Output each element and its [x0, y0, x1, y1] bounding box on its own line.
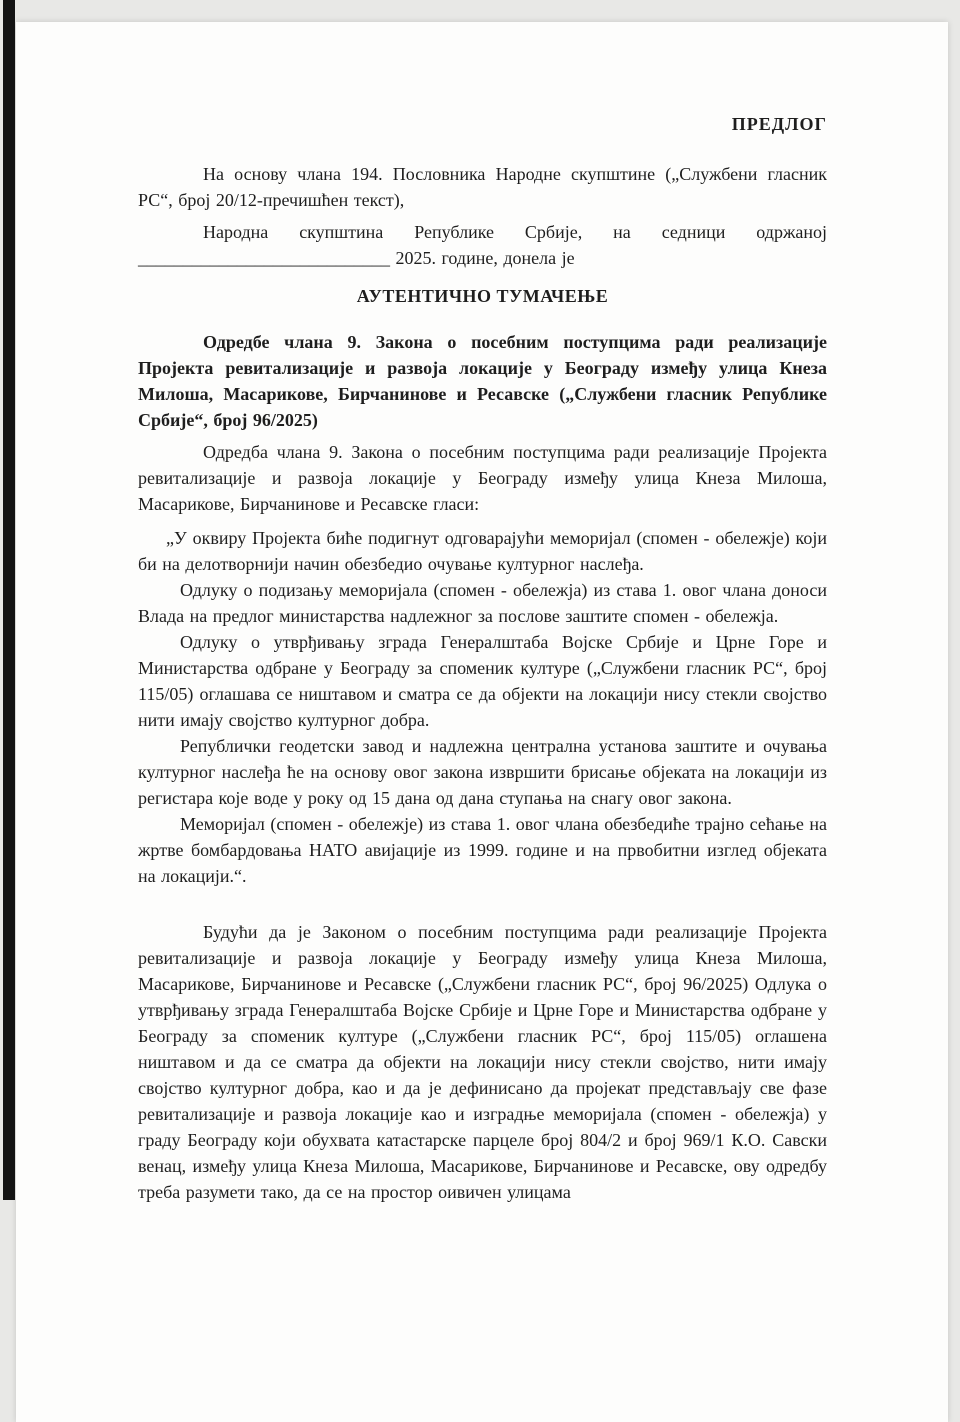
quoted-provision-paragraph: „У оквиру Пројекта биће подигнут одговарајући меморијал (спомен - обележје) који би на делотворнији начин обезбедио очување културног наслеђа. [138, 528, 827, 574]
scan-edge-bar [3, 0, 15, 1200]
document-label: ПРЕДЛОГ [731, 114, 827, 134]
quoted-provision-block [138, 525, 827, 889]
quoted-provision-paragraph: Одлуку о утврђивању зграда Генералштаба Војске Србије и Црне Горе и Министарства одбране у Београду за споменик културе („Службени гласник РС“, број 115/05) оглашава се ништавом и сматра се да објекти на локацији нису стекли својство нити имају својство културног добра. [138, 632, 827, 730]
paragraph-article-intro: Одредба члана 9. Закона о посебним поступцима ради реализације Пројекта ревитализације и развоја локације у Београду између улица Кнеза Милоша, Масарикове, Бирчанинове и Ресавске гласи: [138, 442, 827, 514]
paragraph-interpretation: Будући да је Законом о посебним поступцима ради реализације Пројекта ревитализације и развоја локације у Београду између улица Кнеза Милоша, Масарикове, Бирчанинове и Ресавске („Службени гласник РС“, број 96/2025) Одлука о утврђивању зграда Генералштаба Војске Србије и Црне Горе и Министарства одбране у Београду за споменик културе („Службени гласник РС“, број 115/05) оглашена ништавом и да се сматра да објекти на локацији нису стекли својство, нити имају својство културног добра, као и да је дефинисано да пројекат представљају све фазе ревитализације и развоја локације као и изградње меморијала (спомен - обележја) у граду Београду који обухвата катастарске парцеле број 804/2 и број 969/1 К.О. Савски венац, између улица Кнеза Милоша, Масарикове, Бирчанинове и Ресавске, ову одредбу треба разумети тако, да се на простор оивичен улицама [138, 922, 827, 1202]
paragraph-assembly-session [138, 219, 827, 271]
session-line-2-date-blank: ____________________________ 2025. године, донела је [138, 248, 575, 268]
document-title: АУТЕНТИЧНО ТУМАЧЕЊЕ [356, 286, 609, 306]
quoted-provision-paragraph: Републички геодетски завод и надлежна централна установа заштите и очувања културног наслеђа ће на основу овог закона извршити брисање објеката на локацији из регистара које воде у року од 15 дана од дана ступања на снагу овог закона. [138, 736, 827, 808]
paragraph-subject: Одредбе члана 9. Закона о посебним поступцима ради реализације Пројекта ревитализације и развоја локације у Београду између улица Кнеза Милоша, Масарикове, Бирчанинове и Ресавске („Службени гласник Републике Србије“, број 96/2025) [138, 332, 827, 430]
quoted-provision-paragraph: Меморијал (спомен - обележје) из става 1. овог члана обезбедиће трајно сећање на жртве бомбардовања НАТО авијације из 1999. године и на првобитни изглед објеката на локацији.“. [138, 814, 827, 886]
session-line-1: Народна скупштина Републике Србије, на седници одржаној [203, 222, 827, 242]
paragraph-legal-basis: На основу члана 194. Пословника Народне скупштине („Службени гласник РС“, број 20/12-пречишћен текст), [138, 164, 827, 210]
document-page [16, 22, 948, 1422]
quoted-provision-paragraph: Одлуку о подизању меморијала (спомен - обележја) из става 1. овог члана доноси Влада на предлог министарства надлежног за послове заштите спомен - обележја. [138, 580, 827, 626]
